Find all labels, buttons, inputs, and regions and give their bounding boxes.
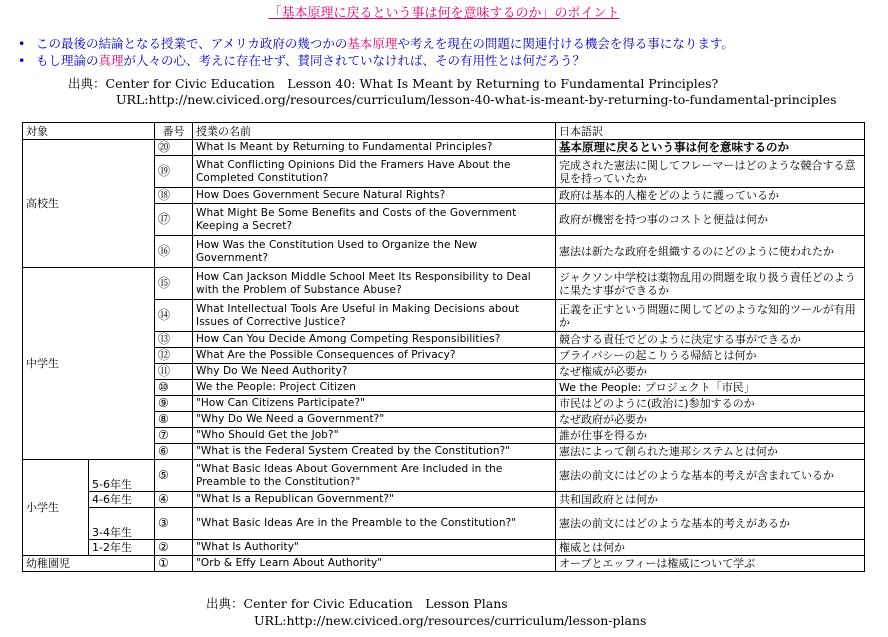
- lesson-number: ③: [155, 508, 193, 540]
- grade-label: 5-6年生: [89, 460, 155, 492]
- lesson-name-ja: なぜ権威が必要か: [556, 364, 865, 380]
- bullet-list: [18, 35, 878, 69]
- lesson-name-en: Why Do We Need Authority?: [193, 364, 556, 380]
- table-row: [23, 268, 865, 300]
- lesson-name-en: "What Is a Republican Government?": [193, 492, 556, 508]
- bullet-1: • この最後の結論となる授業で、アメリカ政府の幾つかの基本原理や考えを現在の問題に関連付ける機会を得る事になります。: [18, 36, 734, 51]
- lesson-name-en: What Intellectual Tools Are Useful in Making Decisions about Issues of Corrective Justice?: [193, 300, 556, 332]
- lesson-name-ja: オーブとエッフィーは権威について学ぶ: [556, 556, 865, 572]
- page-title: 「基本原理に戻るという事は何を意味するのか」のポイント: [268, 6, 620, 21]
- lesson-number: ⑬: [155, 332, 193, 348]
- lesson-name-ja: 憲法によって創られた連邦システムとは何か: [556, 444, 865, 460]
- source-url[interactable]: URL:http://new.civiced.org/resources/curriculum/lesson-40-what-is-meant-by-returning-to-fundamental-principles: [116, 92, 837, 107]
- source-line: 出典：Center for Civic Education Lesson Plans: [206, 596, 508, 611]
- group-label: 中学生: [23, 268, 155, 460]
- lesson-name-ja: 市民はどのように(政治に)参加するのか: [556, 396, 865, 412]
- lesson-name-ja: 誰が仕事を得るか: [556, 428, 865, 444]
- lesson-name-ja: 競合する責任でどのように決定する事ができるか: [556, 332, 865, 348]
- lesson-number: ⑮: [155, 268, 193, 300]
- group-label: 幼稚園児: [23, 556, 155, 572]
- bullet-dot-icon: •: [18, 36, 26, 51]
- lesson-name-ja: 権威とは何か: [556, 540, 865, 556]
- table-header-row: [23, 123, 865, 140]
- lesson-name-ja: ジャクソン中学校は薬物乱用の問題を取り扱う責任どのように果たす事ができるか: [556, 268, 865, 300]
- lesson-name-en: "What Basic Ideas About Government Are Included in the Preamble to the Constitution?": [193, 460, 556, 492]
- source-citation-bottom: [206, 595, 646, 629]
- lesson-name-ja: 正義を正すという問題に関してどのような知的ツールが有用か: [556, 300, 865, 332]
- header-target: 対象: [23, 123, 155, 140]
- lesson-name-ja: なぜ政府が必要か: [556, 412, 865, 428]
- lesson-number: ⑩: [155, 380, 193, 396]
- lesson-number: ⑯: [155, 236, 193, 268]
- table-row: [23, 556, 865, 572]
- header-lesson-name: 授業の名前: [193, 123, 556, 140]
- lesson-name-ja: 憲法の前文にはどのような基本的考えがあるか: [556, 508, 865, 540]
- lesson-name-en: What Might Be Some Benefits and Costs of the Government Keeping a Secret?: [193, 204, 556, 236]
- table-row: [23, 508, 865, 540]
- lesson-name-en: "What Is Authority": [193, 540, 556, 556]
- table-row: [23, 140, 865, 156]
- lesson-name-en: We the People: Project Citizen: [193, 380, 556, 396]
- lesson-number: ⑲: [155, 156, 193, 188]
- lesson-name-en: "Orb & Effy Learn About Authority": [193, 556, 556, 572]
- lesson-name-en: How Can Jackson Middle School Meet Its Responsibility to Deal with the Problem of Substance Abuse?: [193, 268, 556, 300]
- header-japanese: 日本語訳: [556, 123, 865, 140]
- table-row: [23, 540, 865, 556]
- lesson-number: ⑪: [155, 364, 193, 380]
- lesson-name-en: "Why Do We Need a Government?": [193, 412, 556, 428]
- table-row: [23, 460, 865, 492]
- lesson-name-en: What Conflicting Opinions Did the Framers Have About the Completed Constitution?: [193, 156, 556, 188]
- lesson-number: ②: [155, 540, 193, 556]
- lesson-name-ja: 政府が機密を持つ事のコストと便益は何か: [556, 204, 865, 236]
- lesson-number: ⑱: [155, 188, 193, 204]
- lesson-number: ⑳: [155, 140, 193, 156]
- lesson-name-ja: プライバシーの起こりうる帰結とは何か: [556, 348, 865, 364]
- lesson-name-en: How Can You Decide Among Competing Responsibilities?: [193, 332, 556, 348]
- lesson-name-ja: 憲法の前文にはどのような基本的考えが含まれているか: [556, 460, 865, 492]
- grade-label: 1-2年生: [89, 540, 155, 556]
- lesson-name-en: "Who Should Get the Job?": [193, 428, 556, 444]
- lesson-name-en: How Was the Constitution Used to Organize the New Government?: [193, 236, 556, 268]
- lesson-name-en: How Does Government Secure Natural Rights?: [193, 188, 556, 204]
- lesson-number: ⑫: [155, 348, 193, 364]
- lesson-number: ④: [155, 492, 193, 508]
- lesson-name-ja: 基本原理に戻るという事は何を意味するのか: [556, 140, 865, 156]
- lesson-table: [22, 122, 865, 572]
- lesson-name-ja: We the People: プロジェクト「市民」: [556, 380, 865, 396]
- lesson-number: ⑦: [155, 428, 193, 444]
- lesson-name-ja: 完成された憲法に関してフレーマーはどのような競合する意見を持っていたか: [556, 156, 865, 188]
- lesson-name-ja: 政府は基本的人権をどのように護っているか: [556, 188, 865, 204]
- lesson-name-ja: 憲法は新たな政府を組織するのにどのように使われたか: [556, 236, 865, 268]
- lesson-name-en: What Is Meant by Returning to Fundamental Principles?: [193, 140, 556, 156]
- group-label: 高校生: [23, 140, 155, 268]
- lesson-number: ⑤: [155, 460, 193, 492]
- lesson-number: ⑧: [155, 412, 193, 428]
- table-row: [23, 492, 865, 508]
- bullet-dot-icon: •: [18, 53, 26, 68]
- lesson-number: ⑥: [155, 444, 193, 460]
- lesson-name-en: "What Basic Ideas Are in the Preamble to the Constitution?": [193, 508, 556, 540]
- lesson-number: ①: [155, 556, 193, 572]
- bullet-2: • もし理論の真理が人々の心、考えに存在せず、賛同されていなければ、その有用性とは何だろう？: [18, 53, 586, 68]
- lesson-name-en: What Are the Possible Consequences of Privacy?: [193, 348, 556, 364]
- lesson-number: ⑰: [155, 204, 193, 236]
- lesson-name-en: "How Can Citizens Participate?": [193, 396, 556, 412]
- lesson-name-ja: 共和国政府とは何か: [556, 492, 865, 508]
- grade-label: 4-6年生: [89, 492, 155, 508]
- lesson-number: ⑭: [155, 300, 193, 332]
- group-label: 小学生: [23, 460, 89, 556]
- source-citation-top: [68, 76, 837, 108]
- grade-label: 3-4年生: [89, 508, 155, 540]
- header-number: 番号: [155, 123, 193, 140]
- source-line: 出典：Center for Civic Education Lesson 40: What Is Meant by Returning to Fundamental Principles?: [68, 76, 719, 91]
- lesson-number: ⑨: [155, 396, 193, 412]
- source-url[interactable]: URL:http://new.civiced.org/resources/curriculum/lesson-plans: [254, 613, 647, 628]
- lesson-name-en: "What is the Federal System Created by the Constitution?": [193, 444, 556, 460]
